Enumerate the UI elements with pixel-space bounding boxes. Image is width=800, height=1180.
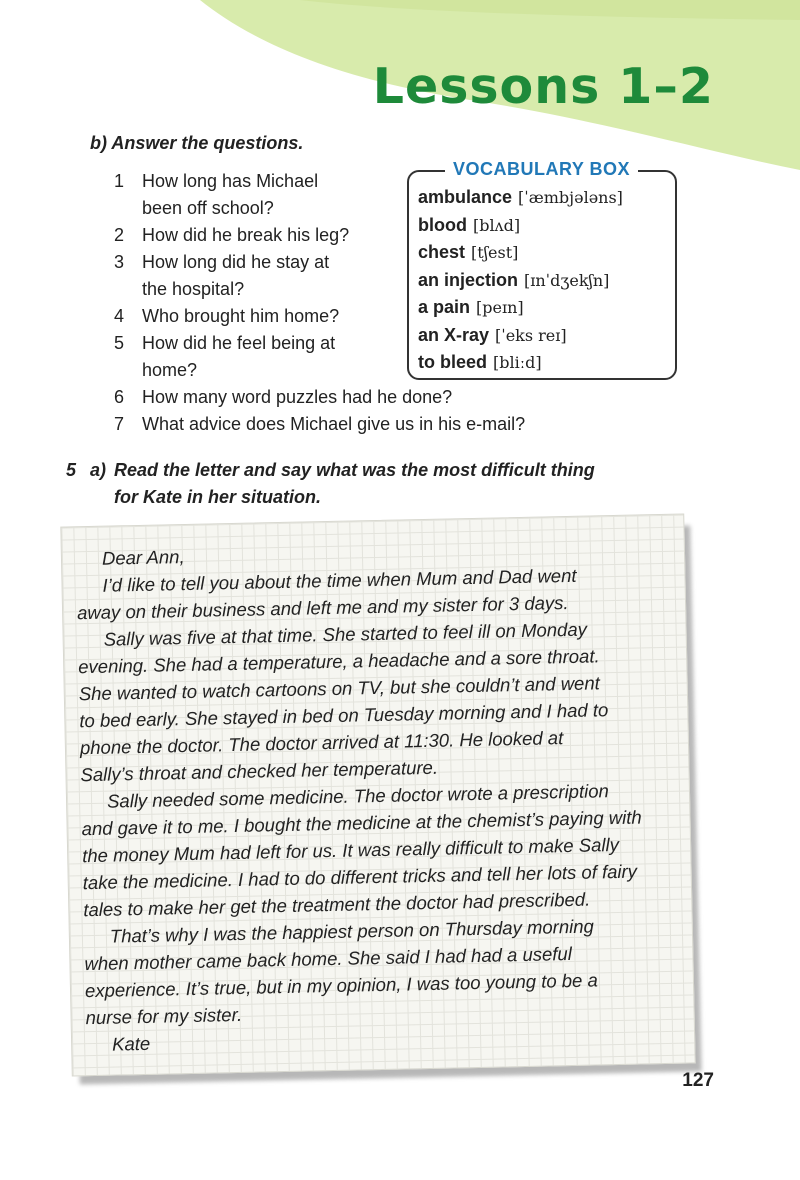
- vocabulary-word: to bleed: [418, 352, 488, 372]
- vocabulary-word: ambulance: [418, 187, 513, 207]
- question-text: How did he feel being at: [142, 333, 336, 353]
- letter-line: She wanted to watch cartoons on TV, but she couldn’t and went: [78, 672, 600, 705]
- letter-line: tales to make her get the treatment the doctor had prescribed.: [83, 888, 591, 921]
- task-text-line: for Kate in her situation.: [114, 487, 322, 507]
- vocabulary-word: an X-ray: [418, 324, 490, 345]
- vocabulary-transcription: [bliːd]: [493, 353, 542, 372]
- question-item: [114, 249, 329, 276]
- question-text: been off school?: [142, 198, 274, 218]
- letter-line: Sally’s throat and checked her temperature.: [80, 756, 439, 786]
- question-text: What advice does Michael give us in his e-mail?: [142, 414, 526, 434]
- letter-line: Sally needed some medicine. The doctor wrote a prescription: [106, 780, 609, 812]
- question-item: [114, 222, 349, 249]
- letter-line: That’s why I was the happiest person on Thursday morning: [109, 915, 595, 947]
- task-letter: a): [90, 460, 107, 480]
- question-number: 1: [114, 171, 125, 191]
- letter-line: evening. She had a temperature, a headache and a sore throat.: [78, 645, 600, 678]
- question-item: [114, 303, 339, 330]
- letter-line: I’d like to tell you about the time when Mum and Dad went: [102, 564, 577, 596]
- vocabulary-transcription: [blʌd]: [472, 215, 521, 235]
- question-number: 2: [114, 225, 125, 245]
- page-number: 127: [682, 1070, 714, 1091]
- task-number: 5: [66, 460, 77, 480]
- letter-line: take the medicine. I had to do different tricks and tell her lots of fairy: [82, 860, 638, 894]
- question-text: How long has Michael: [142, 171, 319, 191]
- vocabulary-list: [418, 184, 623, 377]
- question-number: 6: [114, 387, 125, 407]
- question-number: 3: [114, 252, 125, 272]
- question-item-continuation: [114, 195, 274, 222]
- question-item-continuation: [114, 276, 244, 303]
- letter-line: experience. It’s true, but in my opinion, I was too young to be a: [84, 969, 598, 1002]
- question-item: [114, 330, 335, 357]
- question-item: [114, 411, 525, 438]
- question-text: Who brought him home?: [142, 306, 340, 326]
- letter-line: Dear Ann,: [101, 546, 185, 569]
- question-text: the hospital?: [142, 279, 245, 299]
- letter-paper: [60, 514, 695, 1077]
- vocabulary-item: [418, 294, 623, 322]
- letter-line: when mother came back home. She said I had had a useful: [84, 942, 573, 975]
- letter-text: [76, 533, 683, 1058]
- page-title: Lessons 1–2: [372, 58, 714, 115]
- vocabulary-item: [418, 184, 623, 212]
- question-text: home?: [142, 360, 198, 380]
- vocabulary-item: [418, 212, 623, 240]
- vocabulary-transcription: [ɪnˈdʒekʃn]: [524, 270, 610, 290]
- letter-line: nurse for my sister.: [85, 1003, 243, 1029]
- vocabulary-transcription: [ˈeks reɪ]: [495, 325, 567, 345]
- vocabulary-item: [418, 322, 623, 350]
- vocabulary-item: [418, 239, 623, 267]
- question-text: How many word puzzles had he done?: [142, 387, 453, 407]
- question-item: [114, 384, 452, 411]
- question-number: 4: [114, 306, 125, 326]
- task-5-instruction: [66, 457, 686, 511]
- vocabulary-transcription: [tʃest]: [471, 243, 519, 262]
- letter-line: away on their business and left me and my sister for 3 days.: [76, 591, 569, 624]
- letter-line: to bed early. She stayed in bed on Tuesday morning and I had to: [79, 699, 609, 732]
- question-text: How did he break his leg?: [142, 225, 350, 245]
- task-text-line: Read the letter and say what was the most difficult thing: [114, 460, 595, 480]
- letter-line: Kate: [111, 1032, 151, 1055]
- vocabulary-word: a pain: [418, 297, 471, 317]
- letter-line: and gave it to me. I bought the medicine at the chemist’s paying with: [81, 806, 642, 840]
- letter-line: phone the doctor. The doctor arrived at 11:30. He looked at: [79, 727, 564, 759]
- question-number: 5: [114, 333, 125, 353]
- vocabulary-word: chest: [418, 242, 466, 262]
- vocabulary-word: blood: [418, 214, 467, 235]
- question-number: 7: [114, 414, 125, 434]
- question-text: How long did he stay at: [142, 252, 330, 272]
- letter-line: Sally was five at that time. She started to feel ill on Monday: [103, 618, 588, 650]
- vocabulary-item: [418, 349, 623, 377]
- vocabulary-word: an injection: [418, 269, 519, 290]
- vocabulary-box-title: VOCABULARY BOX: [445, 159, 638, 180]
- vocabulary-transcription: [ˈæmbjələns]: [518, 188, 623, 207]
- vocabulary-item: [418, 267, 623, 295]
- question-item: [114, 168, 318, 195]
- letter-line: the money Mum had left for us. It was really difficult to make Sally: [81, 833, 620, 867]
- section-b-heading: b) Answer the questions.: [90, 133, 304, 153]
- vocabulary-box: [407, 159, 677, 380]
- question-item-continuation: [114, 357, 197, 384]
- vocabulary-transcription: [peɪn]: [476, 298, 524, 317]
